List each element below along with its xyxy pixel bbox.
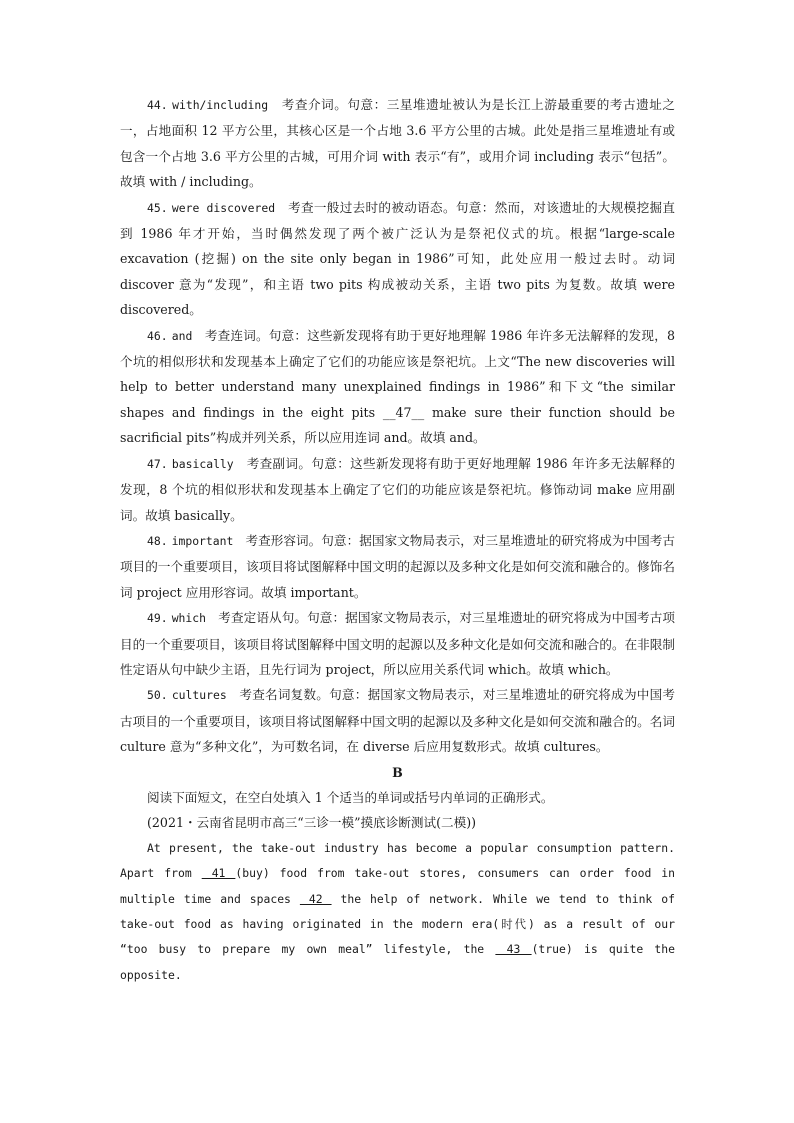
passage-text: At present, the take-out industry has become a popular consumption pattern. Apart from: [120, 840, 675, 881]
answer-50: [120, 682, 675, 759]
answer-49: [120, 605, 675, 682]
answer-48: [120, 528, 675, 605]
blank-42[interactable]: 42: [299, 891, 332, 906]
section-instruction: 阅读下面短文，在空白处填入 1 个适当的单词或括号内单词的正确形式。: [147, 789, 554, 805]
answer-number: 45.: [147, 200, 168, 215]
answer-47: [120, 451, 675, 528]
answer-number: 48.: [147, 533, 168, 548]
passage-text: (true) is quite the opposite.: [120, 942, 675, 982]
answer-44: [120, 92, 675, 195]
passage-text: (buy) food from take-out stores, consumers can order food in multiple time and spaces: [120, 866, 676, 906]
answer-number: 50.: [147, 688, 168, 703]
answer-key: cultures: [171, 688, 227, 703]
answer-45: [120, 195, 675, 323]
answer-key: basically: [171, 456, 234, 471]
answer-explanation: 考查介词。句意：三星堆遗址被认为是长江上游最重要的考古遗址之一，占地面积 12 平方公里，其核心区是一个占地 3.6 平方公里的古城。此处是指三星堆遗址有或包含一个占地 3.6 平方公里的古城，可用介词 with 表示“有”，或用介词 including 表示“包括”。故填 with / including。: [120, 97, 675, 190]
answer-explanation: 考查连词。句意：这些新发现将有助于更好地理解 1986 年许多无法解释的发现，8 个坑的相似形状和发现基本上确定了它们的功能应该是祭祀坑。上文“The new discoveries will help to better understand many unexplained findings in 1986”和下文“the similar shapes and findings in the eight pits __47__ make sure their function should be sacrificial pits”构成并列关系，所以应用连词 and。故填 and。: [120, 327, 675, 446]
answer-number: 49.: [147, 611, 168, 626]
document-page: [120, 92, 675, 988]
answer-explanation: 考查定语从句。句意：据国家文物局表示，对三星堆遗址的研究将成为中国考古项目的一个重要项目，该项目将试图解释中国文明的起源以及多种文化是如何交流和融合的。在非限制性定语从句中缺少主语，且先行词为 project，所以应用关系代词 which。故填 which。: [120, 610, 675, 677]
answer-number: 46.: [147, 328, 168, 343]
answer-key: and: [171, 328, 193, 343]
answer-46: [120, 323, 675, 451]
answer-explanation: 考查副词。句意：这些新发现将有助于更好地理解 1986 年许多无法解释的发现，8 个坑的相似形状和发现基本上确定了它们的功能应该是祭祀坑。修饰动词 make 应用副词。故填 basically。: [120, 455, 675, 523]
section-label: B: [392, 764, 403, 780]
blank-41[interactable]: 41: [201, 866, 236, 881]
passage-text: the help of network. While we tend to think of take-out food as having originated in the modern era(时代) as a result of our “too busy to prepare my own meal” lifestyle, the: [120, 891, 675, 957]
passage-paragraph: [120, 836, 675, 988]
answer-explanation: 考查一般过去时的被动语态。句意：然而，对该遗址的大规模挖掘直到 1986 年才开始，当时偶然发现了两个被广泛认为是祭祀仪式的坑。根据“large-scale excavation (挖掘) on the site only began in 1986”可知，此处应用一般过去时。动词 discover 意为“发现”，和主语 two pits 构成被动关系，主语 two pits 为复数。故填 were discovered。: [120, 199, 676, 318]
answer-number: 44.: [147, 98, 168, 112]
answer-explanation: 考查名词复数。句意：据国家文物局表示，对三星堆遗址的研究将成为中国考古项目的一个重要项目，该项目将试图解释中国文明的起源以及多种文化是如何交流和融合的。名词 culture 意为“多种文化”，为可数名词，在 diverse 后应用复数形式。故填 cultures。: [120, 687, 675, 755]
answer-key: were discovered: [171, 200, 276, 215]
answer-key: with/including: [172, 98, 269, 112]
answer-key: important: [171, 533, 234, 548]
answer-number: 47.: [147, 456, 168, 471]
answer-key: which: [171, 611, 206, 626]
source-line: (2021・云南省昆明市高三“三诊一模”摸底诊断测试(二模)): [147, 815, 477, 831]
answer-explanation: 考查形容词。句意：据国家文物局表示，对三星堆遗址的研究将成为中国考古项目的一个重要项目，该项目将试图解释中国文明的起源以及多种文化是如何交流和融合的。修饰名词 project 应用形容词。故填 important。: [120, 532, 675, 600]
blank-43[interactable]: 43: [495, 942, 532, 957]
